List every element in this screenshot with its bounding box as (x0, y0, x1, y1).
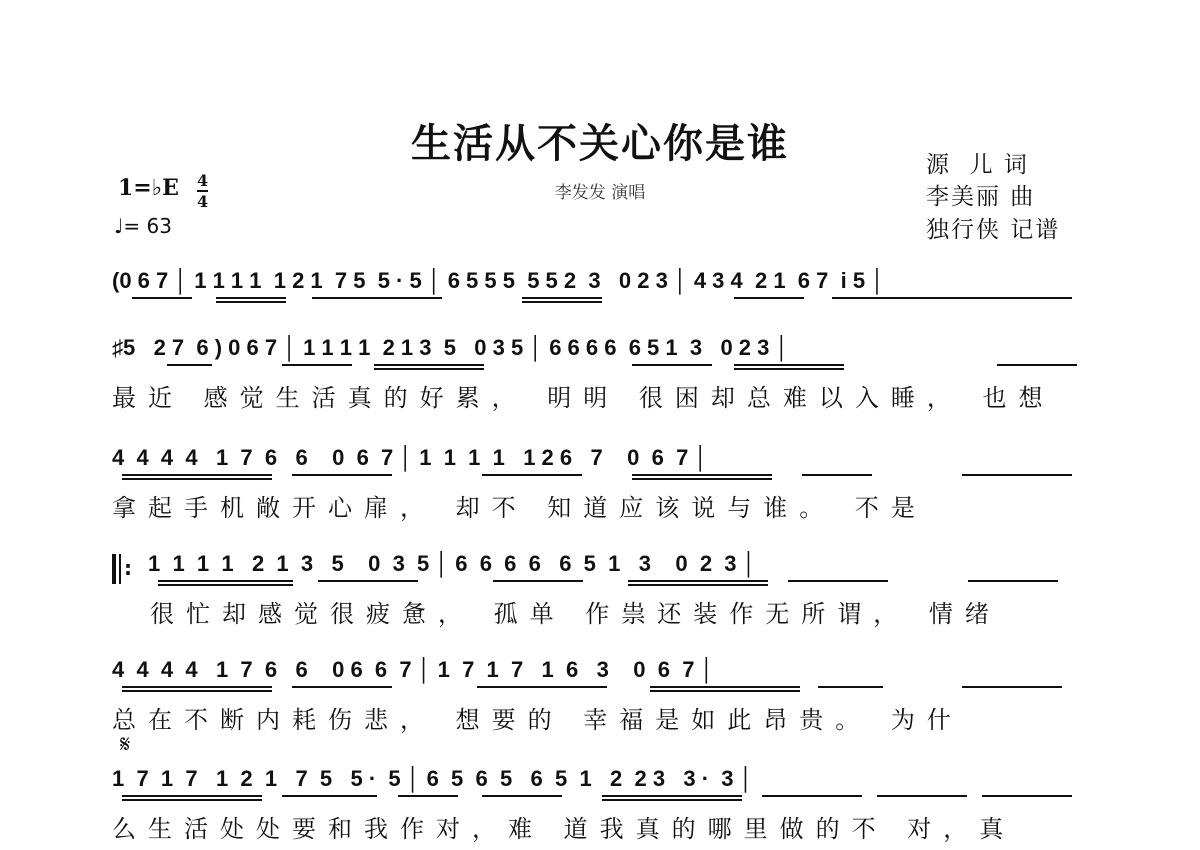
notation-line: 1 7 1 7 1 2 1 7 5 5 · 5 │ 6 5 6 5 6 5 1 2 2 3 3 · 3 │ (112, 766, 754, 791)
score-row-5 (112, 655, 1092, 701)
score-row-6 (112, 764, 1092, 810)
repeat-bar-thick (112, 554, 116, 584)
lyric-line-1: 最近 感觉生活真的好累， 明明 很困却总难以入睡， 也想 (112, 384, 1055, 412)
time-denominator: 4 (197, 192, 209, 211)
lyric-line-4: 总在不断内耗伤悲， 想要的 幸福是如此昂贵。 为什 (112, 706, 963, 734)
notation-line: 4 4 4 4 1 7 6 6 0 6 7 │ 1 1 1 1 1 2 6 7 0 6 7 │ (112, 445, 709, 470)
lyric-line-5: 么生活处处要和我作对，难 道我真的哪里做的不 对，真 (112, 815, 1016, 843)
score-row-4 (148, 549, 1092, 595)
notation-line: (0 6 7 │ 1 1 1 1 1 2 1 7 5 5 · 5 │ 6 5 5 5 5 5 2 3 0 2 3 │ 4 3 4 2 1 6 7 i 5 │ (112, 268, 885, 293)
time-signature (197, 172, 208, 210)
score-row-1 (112, 266, 1092, 312)
score-row-2 (112, 333, 1092, 379)
singer-credit: 李发发 演唱 (554, 183, 646, 203)
segno-sign: 𝄋 (120, 730, 131, 758)
notation-line: 4 4 4 4 1 7 6 6 0 6 6 7 │ 1 7 1 7 1 6 3 0 6 7 │ (112, 657, 715, 682)
lyricist-credit: 源 儿 词 (926, 152, 1029, 178)
transcriber-credit: 独行侠 记谱 (926, 217, 1061, 243)
lyric-line-3: 很忙却感觉很疲惫， 孤单 作祟还装作无所谓， 情绪 (150, 600, 1001, 628)
song-title: 生活从不关心你是谁 (411, 120, 789, 167)
key-signature: 1=♭E (118, 175, 179, 201)
score-row-3 (112, 443, 1092, 489)
notation-line: 1 1 1 1 2 1 3 5 0 3 5 │ 6 6 6 6 6 5 1 3 0 2 3 │ (148, 551, 757, 576)
composer-credit: 李美丽 曲 (926, 184, 1036, 210)
repeat-bar-thin (119, 554, 121, 584)
repeat-dots: : (124, 556, 132, 580)
time-numerator: 4 (197, 171, 209, 190)
tempo-marking: ♩= 63 (114, 214, 172, 238)
notation-line: ♯5 2 7 6 ) 0 6 7 │ 1 1 1 1 2 1 3 5 0 3 5 │ 6 6 6 6 6 5 1 3 0 2 3 │ (112, 335, 790, 360)
lyric-line-2: 拿起手机敞开心扉， 却不 知道应该说与谁。 不是 (112, 494, 927, 522)
